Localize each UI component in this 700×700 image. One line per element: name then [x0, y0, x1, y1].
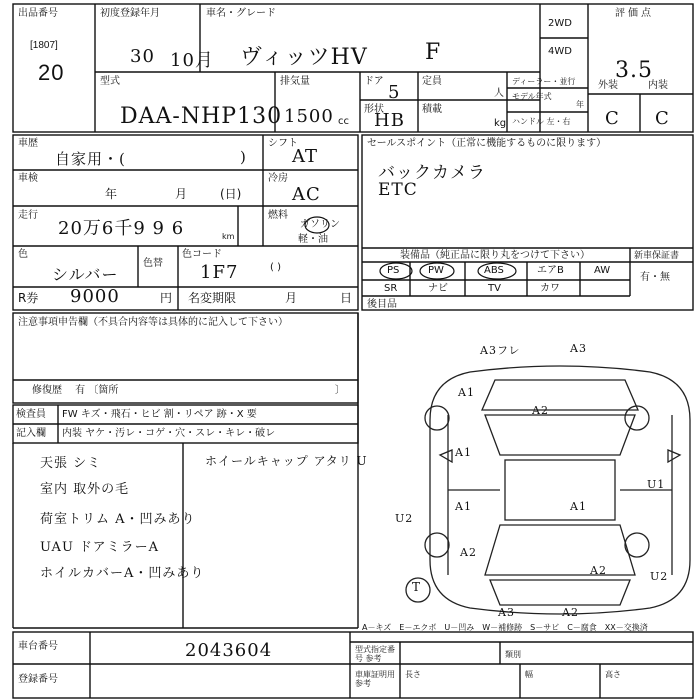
warranty-value: 有・無: [640, 272, 670, 283]
inspector-label: 検査員: [16, 409, 46, 420]
int-label: 内装: [648, 80, 668, 91]
mark-u2-right: U2: [650, 570, 669, 583]
cc-label: 排気量: [280, 76, 310, 87]
lot-number: 20: [38, 60, 65, 85]
name-change-month: 月: [285, 291, 298, 305]
name-change-label: 名変期限: [188, 291, 237, 305]
mileage-label: 走行: [18, 210, 38, 221]
drive-4wd: 4WD: [548, 46, 572, 57]
mark-a2-rear: A2: [460, 546, 477, 559]
drive-2wd: 2WD: [548, 18, 572, 29]
history-close: ): [240, 148, 247, 166]
model-year-label: モデル年式: [512, 92, 552, 101]
fuel-label: 燃料: [268, 210, 288, 221]
equip-abs: ABS: [484, 265, 504, 276]
int-grade: C: [655, 108, 670, 129]
remark-right: ホイールキャップ アタリ U: [205, 454, 368, 468]
chassis-label: 車台番号: [18, 641, 58, 652]
history-label: 車歴: [18, 138, 38, 149]
year-unit: 年: [576, 100, 584, 109]
mark-a1-hood: A1: [458, 386, 475, 399]
equip-aw: AW: [594, 265, 611, 276]
equip-pw: PW: [428, 265, 444, 276]
equip-ps: PS: [387, 265, 400, 276]
shape-label: 形状: [364, 104, 384, 115]
rating-label: 評価点: [615, 8, 654, 19]
repair-close: 〕: [335, 385, 345, 396]
inspect-year: 年: [105, 187, 118, 201]
mark-u2-left: U2: [395, 512, 414, 525]
doors-label: ドア: [364, 76, 384, 87]
mark-a2-bottom: A2: [562, 606, 579, 619]
km-unit: km: [222, 232, 235, 241]
equip-sr: SR: [384, 283, 398, 294]
recycle-value: 9000: [70, 286, 120, 307]
mark-a3-bottom: A3: [498, 606, 515, 619]
shape-value: HB: [374, 110, 405, 131]
mark-tire: T: [412, 580, 422, 594]
car-name: ヴィッツHV: [240, 45, 368, 70]
reg-year: 30: [130, 46, 155, 67]
name-label: 車名・グレード: [206, 8, 276, 19]
remark-2: 室内 取外の毛: [40, 482, 130, 497]
remark-4: UAU ドアミラーA: [40, 540, 160, 555]
notes-label: 注意事項申告欄（不具合内容等は具体的に記入して下さい）: [18, 317, 288, 328]
width-label: 幅: [525, 670, 533, 679]
ext-grade: C: [605, 108, 620, 129]
handle-label: ハンドル 左・右: [512, 117, 571, 126]
remark-1: 天張 シミ: [40, 456, 102, 471]
color-value: シルバー: [52, 265, 119, 284]
doors-value: 5: [388, 82, 401, 103]
equip-airbag: エアB: [537, 265, 564, 276]
lot-code: [1807]: [30, 40, 58, 51]
equip-navi: ナビ: [428, 283, 448, 294]
mark-a2-roof: A2: [532, 404, 549, 417]
history-value: 自家用・(: [55, 150, 126, 168]
recycle-unit: 円: [160, 291, 173, 305]
form2-label: 車庫証明用 参考: [355, 670, 395, 688]
recycle-label: R券: [18, 291, 39, 305]
name-change-day: 日: [340, 291, 353, 305]
ac-label: 冷房: [268, 173, 288, 184]
fuel-light: 軽・油: [298, 234, 328, 245]
legend: A－キズ E－エクボ U－凹み W－補修跡 S－サビ C－腐食 XX－交換済: [362, 623, 648, 632]
ext-label: 外装: [598, 80, 618, 91]
length-label: 長さ: [405, 670, 421, 679]
capacity-unit: 人: [494, 88, 504, 99]
inspect-label: 車検: [18, 173, 38, 184]
shift-label: シフト: [268, 138, 298, 149]
dealer-label: ディーラー・並行: [512, 77, 576, 86]
reg-no-label: 登録番号: [18, 674, 58, 685]
color-change-label: 色替: [143, 258, 163, 269]
height-label: 高さ: [605, 670, 621, 679]
fuel-gas: ガソリン: [300, 219, 340, 230]
inspector-row2: 内装 ヤケ・汚レ・コゲ・穴・スレ・キレ・破レ: [62, 428, 276, 439]
mark-a1-right: A1: [570, 500, 587, 513]
capacity-label: 定員: [422, 76, 442, 87]
cc-value: 1500: [284, 106, 334, 127]
inspector-label2: 記入欄: [16, 428, 46, 439]
inspect-month: 月: [175, 187, 188, 201]
equip-label: 装備品（純正品に限り丸をつけて下さい）: [400, 250, 590, 261]
mark-u1: U1: [647, 478, 666, 491]
rear-seat-label: 後目品: [367, 299, 397, 310]
color-label: 色: [18, 249, 28, 260]
mileage-value: 20万6千9 9 6: [58, 218, 185, 239]
remark-5: ホイルカバーA・凹みあり: [40, 566, 205, 581]
model-value: DAA-NHP130: [120, 104, 283, 129]
form1-label: 型式指定番号 参考: [355, 645, 395, 663]
sales-line2: ETC: [378, 180, 418, 200]
equip-leather: カワ: [540, 283, 560, 294]
color-code: 1F7: [200, 262, 239, 283]
mark-a3-top: A3: [570, 342, 587, 355]
mark-a1-rear-door: A1: [455, 500, 472, 513]
sales-line1: バックカメラ: [378, 163, 486, 183]
remark-3: 荷室トリム A・凹みあり: [40, 512, 196, 527]
repair-history: 修復歴 有 〔箇所: [32, 385, 119, 396]
shift-value: AT: [292, 146, 319, 167]
fuel-paren: ( ): [270, 262, 281, 273]
reg-label: 初度登録年月: [100, 8, 160, 19]
load-label: 積載: [422, 104, 442, 115]
mark-a1-door: A1: [455, 446, 472, 459]
inspector-row1: FW キズ・飛石・ヒビ 割・リペア 跡・X 要: [62, 409, 257, 420]
class-label: 類別: [505, 650, 521, 659]
cc-unit: cc: [338, 116, 349, 127]
equip-tv: TV: [488, 283, 501, 294]
color-code-label: 色コード: [182, 249, 222, 260]
mark-a2-rear-right: A2: [590, 564, 607, 577]
chassis-value: 2043604: [185, 640, 273, 661]
inspect-day: (日): [220, 187, 242, 201]
ac-value: AC: [292, 184, 321, 205]
grade: F: [425, 40, 442, 65]
warranty-label: 新車保証書: [634, 251, 680, 261]
rating-value: 3.5: [615, 58, 653, 83]
mark-a3-fre: A3フレ: [480, 344, 521, 357]
lot-label: 出品番号: [18, 8, 58, 19]
model-label: 型式: [100, 76, 120, 87]
sales-label: セールスポイント（正常に機能するものに限ります）: [367, 138, 607, 149]
load-unit: kg: [494, 118, 507, 129]
reg-month: 10月: [170, 50, 214, 71]
